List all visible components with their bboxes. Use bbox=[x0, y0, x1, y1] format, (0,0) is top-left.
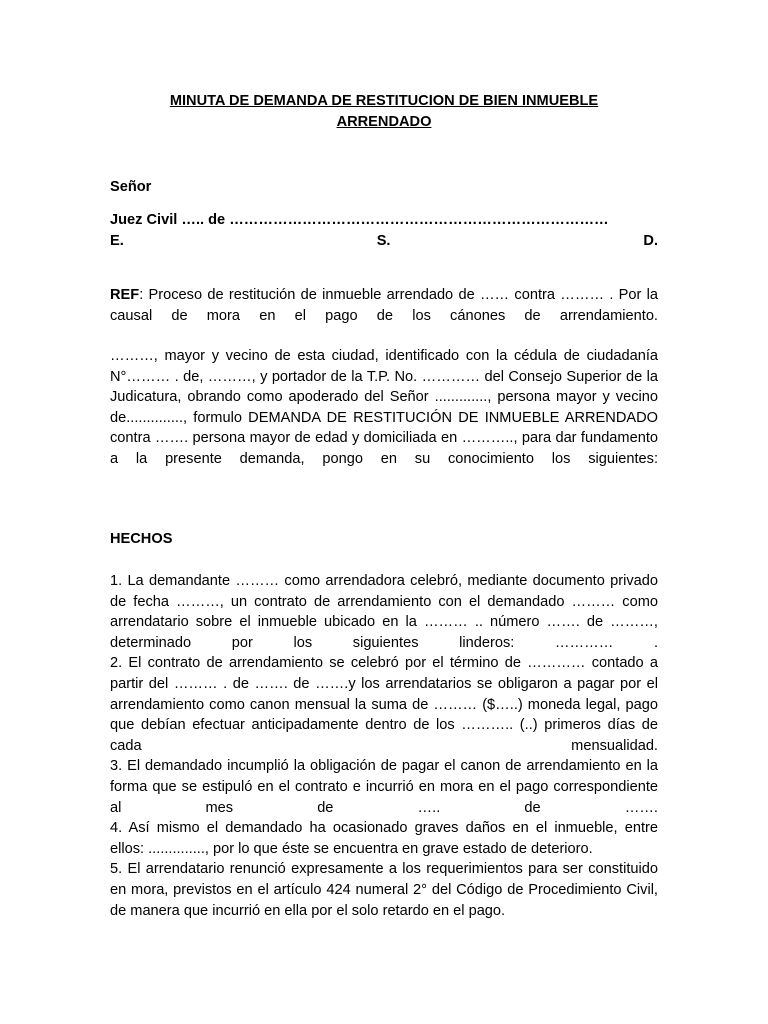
hecho-item-5: 5. El arrendatario renunció expresamente a los requerimientos para ser constituido en mora, previstos en el artículo 424 numeral 2° del Código de Procedimiento Civil, de manera que incurrió en ella por el solo retardo en el pago. bbox=[110, 861, 658, 919]
esd-e: E. bbox=[110, 233, 124, 249]
hecho-item-1: 1. La demandante ……… como arrendadora celebró, mediante documento privado de fecha ………, un contrato de arrendamiento con el demandado ……… como arrendatario sobre el inmueble ubicado en la ……… .. número ……. de ………, determinado por los siguientes linderos: ………… . bbox=[110, 573, 658, 651]
title-line-1: MINUTA DE DEMANDA DE RESTITUCION DE BIEN INMUEBLE bbox=[169, 93, 599, 109]
esd-line bbox=[110, 231, 658, 252]
title-line-2: ARRENDADO bbox=[336, 114, 432, 130]
hechos-heading: HECHOS bbox=[110, 531, 173, 547]
salutation: Señor bbox=[110, 179, 152, 195]
esd-d: D. bbox=[643, 233, 658, 249]
document-title bbox=[110, 91, 658, 133]
judge-line: Juez Civil ….. de …………………………………………………………………… bbox=[110, 212, 609, 228]
ref-label: REF bbox=[110, 287, 140, 303]
hechos-list bbox=[110, 571, 658, 921]
hecho-item-3: 3. El demandado incumplió la obligación de pagar el canon de arrendamiento en la forma que se estipuló en el contrato e incurrió en mora en el pago correspondiente al mes de ….. de ……. bbox=[110, 758, 658, 816]
ref-paragraph bbox=[110, 285, 658, 326]
ref-text: : Proceso de restitución de inmueble arrendado de …… contra ……… . Por la causal de mora en el pago de los cánones de arrendamiento. bbox=[110, 287, 658, 324]
intro-paragraph: ………, mayor y vecino de esta ciudad, identificado con la cédula de ciudadanía N°……… . de, ………, y portador de la T.P. No. ………… del Consejo Superior de la Judicatura, obrando como apoderado del Señor ............., persona mayor y vecino de.............., formulo DEMANDA DE RESTITUCIÓN DE INMUEBLE ARRENDADO contra ……. persona mayor de edad y domiciliada en ……….., para dar fundamento a la presente demanda, pongo en su conocimiento los siguientes: bbox=[110, 348, 658, 467]
hecho-item-2: 2. El contrato de arrendamiento se celebró por el término de ………… contado a partir del ……… . de ……. de …….y los arrendatarios se obligaron a pagar por el arrendamiento como canon mensual la suma de ……… ($…..) moneda legal, pago que debían efectuar anticipadamente dentro de los ……….. (..) primeros días de cada mensualidad. bbox=[110, 655, 658, 754]
hecho-item-4: 4. Así mismo el demandado ha ocasionado graves daños en el inmueble, entre ellos: .............., por lo que éste se encuentra en grave estado de deterioro. bbox=[110, 820, 658, 857]
esd-s: S. bbox=[376, 233, 391, 249]
